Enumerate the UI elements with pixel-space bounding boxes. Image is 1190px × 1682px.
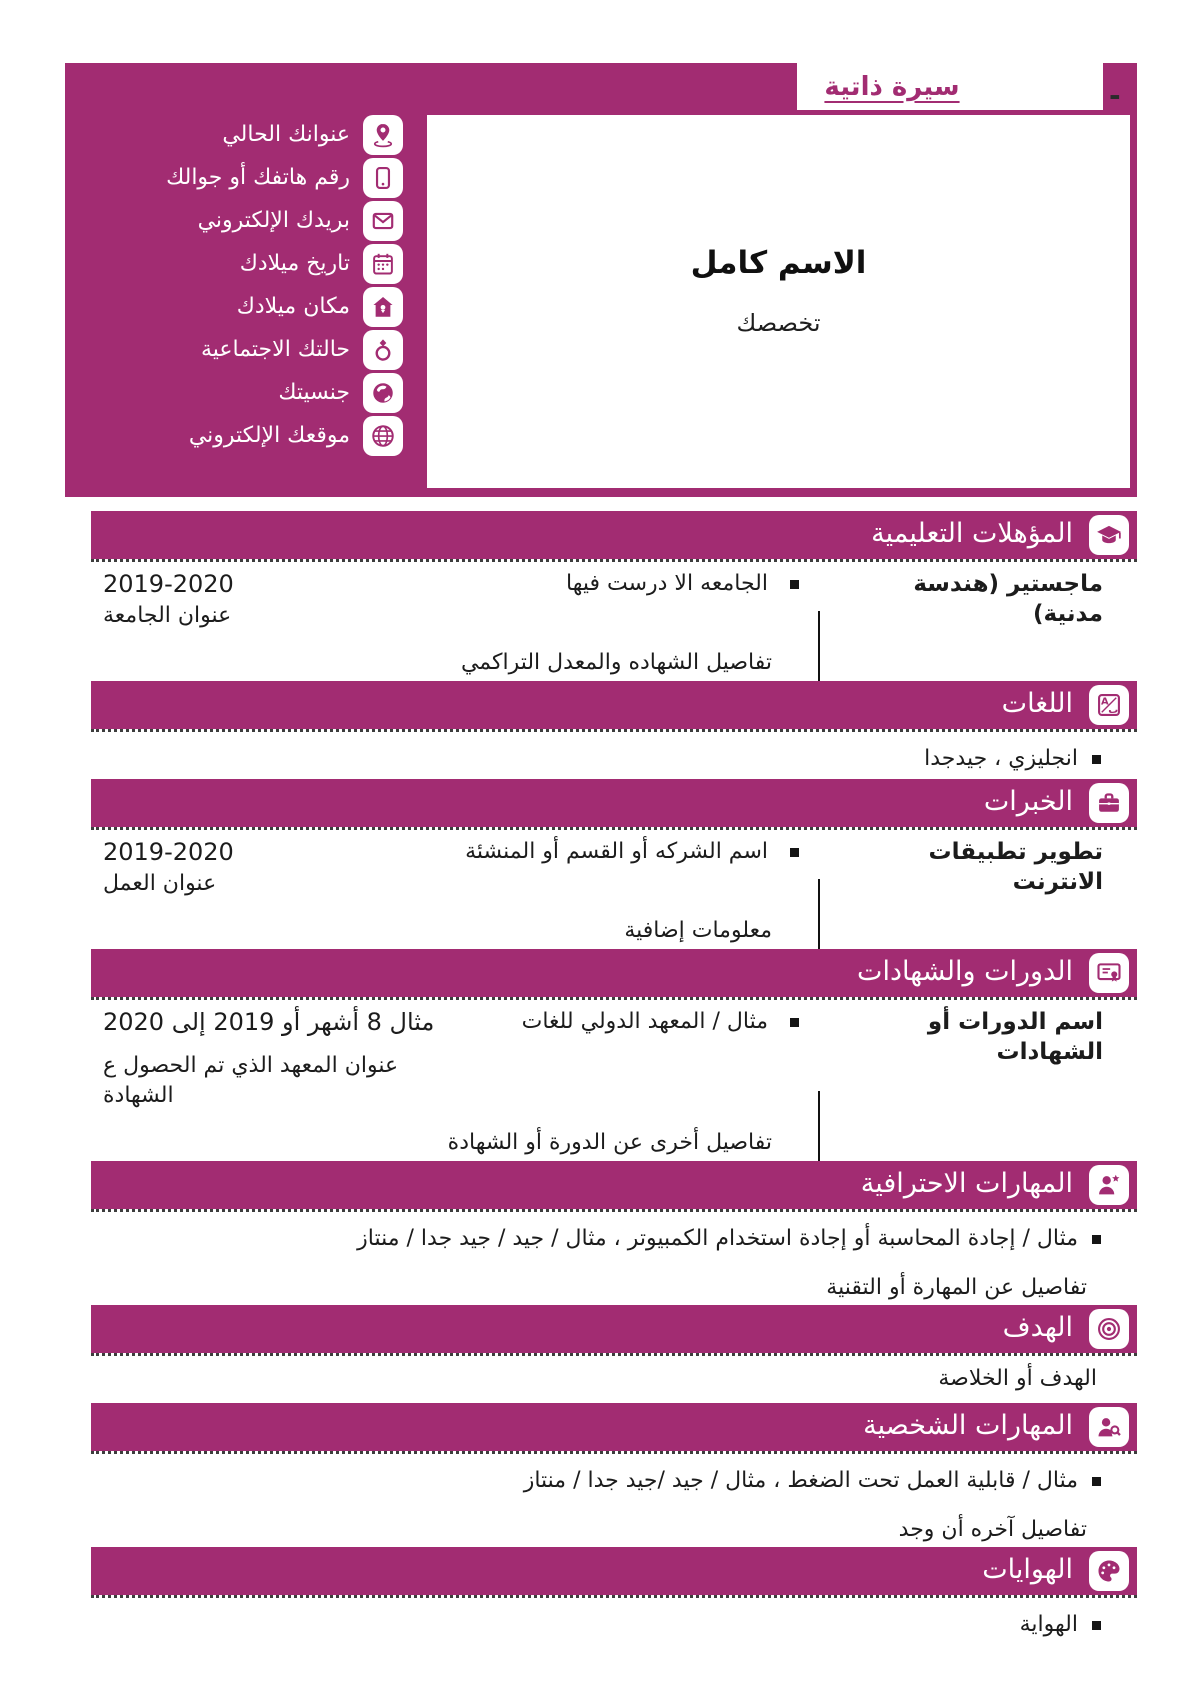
bullet-square-icon	[1092, 1235, 1101, 1244]
section-hobbies	[91, 1547, 1137, 1645]
globe-land-icon	[363, 373, 403, 413]
experience-period: 2019-2020	[103, 838, 234, 866]
vertical-divider	[818, 611, 820, 681]
university-address: عنوان الجامعة	[103, 603, 232, 628]
institute-name: مثال / المعهد الدولي للغات	[443, 1007, 855, 1111]
degree-title: ماجستير (هندسة مدنية)	[913, 571, 1103, 627]
contact-row-nationality	[65, 371, 414, 414]
section-objective	[91, 1305, 1137, 1403]
certificate-icon	[1089, 953, 1129, 993]
experience-period-column	[91, 837, 443, 899]
experience-entry	[91, 830, 1137, 899]
contact-row-marital-status	[65, 328, 414, 371]
section-languages	[91, 681, 1137, 779]
section-title: اللغات	[1001, 688, 1073, 719]
globe-grid-icon	[363, 416, 403, 456]
section-education-header	[91, 511, 1137, 559]
contact-row-email	[65, 199, 414, 242]
bullet-square-icon	[790, 580, 799, 589]
contact-row-phone	[65, 156, 414, 199]
section-experience	[91, 779, 1137, 949]
experience-detail-row	[91, 901, 1137, 949]
vertical-divider	[818, 879, 820, 949]
education-period: 2019-2020	[103, 570, 234, 598]
house-pin-icon	[363, 287, 403, 327]
section-objective-header	[91, 1305, 1137, 1353]
translation-icon	[1089, 685, 1129, 725]
contact-row-birthplace	[65, 285, 414, 328]
briefcase-icon	[1089, 783, 1129, 823]
contact-row-birthdate	[65, 242, 414, 285]
name-box	[427, 115, 1130, 488]
person-magnifier-icon	[1089, 1407, 1129, 1447]
hobby-item: الهواية	[91, 1598, 1137, 1645]
bullet-square-icon	[1092, 1477, 1101, 1486]
experience-detail: معلومات إضافية	[624, 918, 772, 943]
section-title: المهارات الاحترافية	[860, 1168, 1073, 1199]
section-personal-skills	[91, 1403, 1137, 1547]
bullet-square-icon	[790, 1018, 799, 1027]
personal-skill-item: مثال / قابلية العمل تحت الضغط ، مثال / جيد /جيد جدا / منتاز	[91, 1454, 1137, 1501]
education-detail: تفاصيل الشهاده والمعدل التراكمي	[460, 650, 772, 675]
section-hobbies-header	[91, 1547, 1137, 1595]
target-icon	[1089, 1309, 1129, 1349]
section-courses	[91, 949, 1137, 1161]
company-name: اسم الشركه أو القسم أو المنشئة	[443, 837, 855, 899]
calendar-icon	[363, 244, 403, 284]
page-title-area	[797, 63, 1103, 110]
institute-address: عنوان المعهد الذي تم الحصول ع الشهادة	[103, 1053, 399, 1108]
contact-label: رقم هاتفك أو جوالك	[166, 165, 350, 190]
professional-skill-item: مثال / إجادة المحاسبة أو إجادة استخدام الكمبيوتر ، مثال / جيد / جيد جدا / منتاز	[91, 1212, 1137, 1259]
section-title: الخبرات	[983, 786, 1073, 817]
work-address: عنوان العمل	[103, 871, 217, 896]
svg-text:ب: ب	[1108, 705, 1119, 717]
ring-icon	[363, 330, 403, 370]
contact-label: مكان ميلادك	[236, 294, 350, 319]
bullet-square-icon	[790, 848, 799, 857]
contact-label: تاريخ ميلادك	[239, 251, 350, 276]
bullet-square-icon	[1092, 1621, 1101, 1630]
full-name: الاسم كامل	[690, 245, 867, 281]
graduation-cap-icon	[1089, 515, 1129, 555]
section-title: الهوايات	[982, 1554, 1073, 1585]
contact-row-address	[65, 113, 414, 156]
svg-text:A: A	[1100, 696, 1109, 708]
education-detail-row	[91, 633, 1137, 681]
location-pin-icon	[363, 115, 403, 155]
course-period: مثال 8 أشهر أو 2019 إلى 2020	[103, 1008, 435, 1036]
contact-row-website	[65, 414, 414, 457]
section-title: المؤهلات التعليمية	[871, 518, 1073, 549]
education-entry	[91, 562, 1137, 631]
course-detail-row	[91, 1113, 1137, 1161]
section-professional-skills	[91, 1161, 1137, 1305]
contact-label: بريدك الإلكتروني	[197, 208, 350, 233]
education-period-column	[91, 569, 443, 631]
person-star-icon	[1089, 1165, 1129, 1205]
section-title: المهارات الشخصية	[863, 1410, 1073, 1441]
section-education	[91, 511, 1137, 681]
section-languages-header	[91, 681, 1137, 729]
vertical-divider	[818, 1091, 820, 1161]
palette-icon	[1089, 1551, 1129, 1591]
section-experience-header	[91, 779, 1137, 827]
header-block	[65, 63, 1137, 497]
objective-text: الهدف أو الخلاصة	[938, 1366, 1097, 1391]
specialty: تخصصك	[736, 309, 821, 337]
corner-dash: -	[1109, 79, 1121, 112]
section-title: الهدف	[1002, 1312, 1073, 1343]
language-item: انجليزي ، جيدجدا	[91, 732, 1137, 779]
course-entry	[91, 1000, 1137, 1111]
contact-label: عنوانك الحالي	[222, 122, 350, 147]
personal-skill-detail: تفاصيل آخره أن وجد	[898, 1517, 1087, 1542]
job-title: تطوير تطبيقات الانترنت	[928, 839, 1103, 895]
section-personal-skills-header	[91, 1403, 1137, 1451]
section-professional-skills-header	[91, 1161, 1137, 1209]
contact-label: حالتك الاجتماعية	[200, 337, 350, 362]
course-detail: تفاصيل أخرى عن الدورة أو الشهادة	[447, 1130, 772, 1155]
contact-panel	[65, 113, 414, 457]
course-name: اسم الدورات أو الشهادات	[927, 1009, 1103, 1065]
page-title: سيرة ذاتية	[824, 71, 960, 102]
course-period-column	[91, 1007, 443, 1111]
sections	[91, 511, 1137, 1645]
email-envelope-icon	[363, 201, 403, 241]
professional-skill-detail: تفاصيل عن المهارة أو التقنية	[826, 1275, 1087, 1300]
section-courses-header	[91, 949, 1137, 997]
contact-label: جنسيتك	[278, 380, 350, 405]
section-title: الدورات والشهادات	[857, 956, 1073, 987]
mobile-phone-icon	[363, 158, 403, 198]
university-name: الجامعه الا درست فيها	[443, 569, 855, 631]
contact-label: موقعك الإلكتروني	[188, 423, 350, 448]
bullet-square-icon	[1092, 755, 1101, 764]
